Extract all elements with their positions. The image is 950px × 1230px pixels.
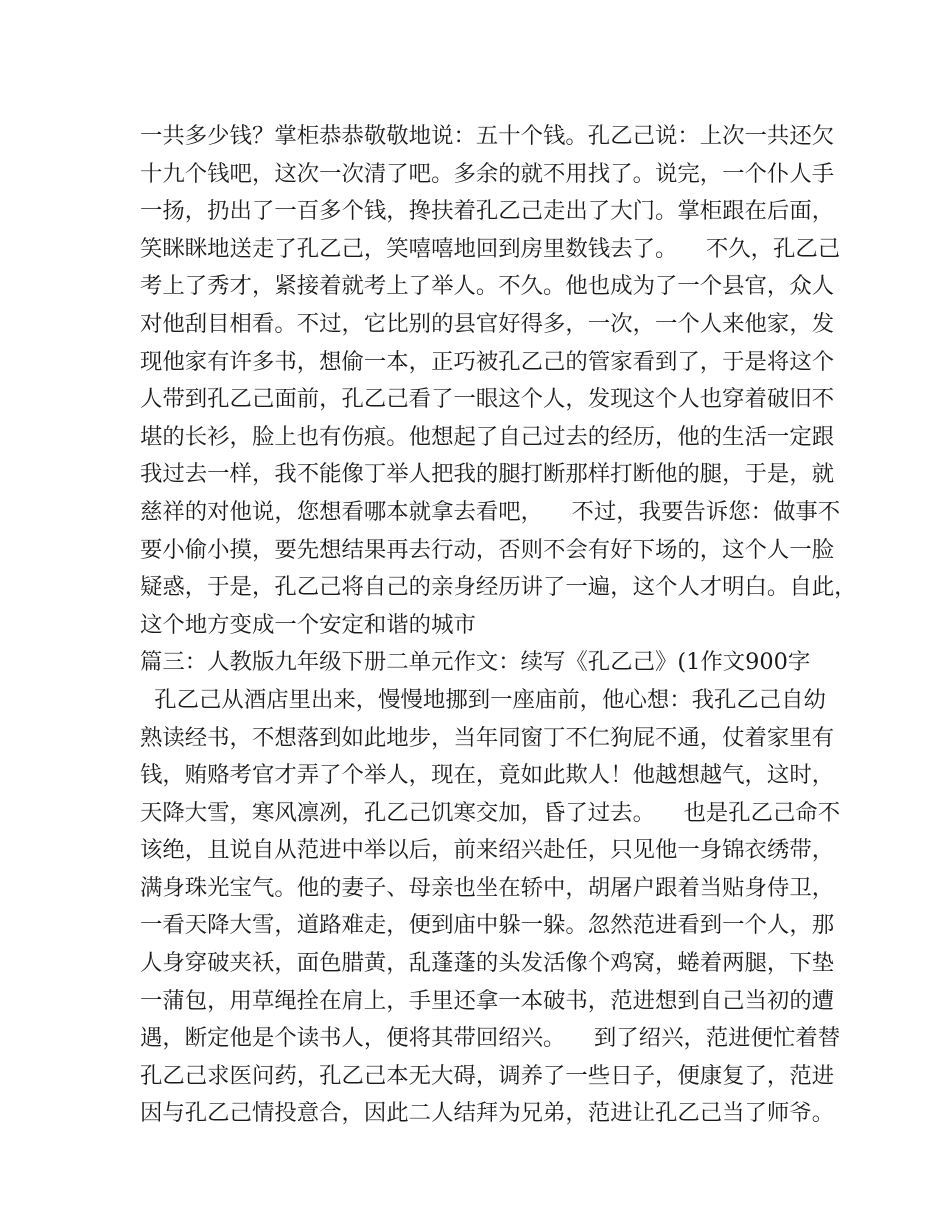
section-heading: 篇三：人教版九年级下册二单元作文：续写《孔乙己》(1作文900字 — [140, 649, 811, 676]
text-line: 人身穿破夹袄，面色腊黄，乱蓬蓬的头发活像个鸡窝，蜷着两腿，下垫 — [140, 950, 835, 977]
text-line: 一蒲包，用草绳拴在肩上，手里还拿一本破书，范进想到自己当初的遭 — [140, 987, 835, 1014]
text-line: 人带到孔乙己面前，孔乙己看了一眼这个人，发现这个人也穿着破旧不 — [140, 386, 835, 413]
text-line: 十九个钱吧，这次一次清了吧。多余的就不用找了。说完，一个仆人手 — [140, 160, 835, 187]
text-line: 疑惑，于是，孔乙己将自己的亲身经历讲了一遍，这个人才明白。自此， — [140, 574, 857, 601]
text-line: 这个地方变成一个安定和谐的城市 — [140, 611, 476, 638]
text-line: 一扬，扔出了一百多个钱，搀扶着孔乙己走出了大门。掌柜跟在后面， — [140, 198, 835, 225]
text-line: 该绝，且说自从范进中举以后，前来绍兴赴任，只见他一身锦衣绣带， — [140, 837, 835, 864]
text-line: 笑眯眯地送走了孔乙己，笑嘻嘻地回到房里数钱去了。 不久，孔乙己 — [140, 235, 841, 262]
text-line: 孔乙己求医问药，孔乙己本无大碍，调养了一些日子，便康复了，范进 — [140, 1062, 835, 1089]
text-line: 堪的长衫，脸上也有伤痕。他想起了自己过去的经历，他的生活一定跟 — [140, 423, 835, 450]
text-line: 要小偷小摸，要先想结果再去行动，否则不会有好下场的，这个人一脸 — [140, 536, 835, 563]
text-line: 天降大雪，寒风凛冽，孔乙己饥寒交加，昏了过去。 也是孔乙己命不 — [140, 799, 841, 826]
text-line: 考上了秀才，紧接着就考上了举人。不久。他也成为了一个县官，众人 — [140, 273, 835, 300]
text-line: 慈祥的对他说，您想看哪本就拿去看吧， 不过，我要告诉您：做事不 — [140, 498, 841, 525]
text-line: 孔乙己从酒店里出来，慢慢地挪到一座庙前，他心想：我孔乙己自幼 — [140, 686, 826, 713]
text-line: 钱，贿赂考官才弄了个举人，现在，竟如此欺人！他越想越气，这时， — [140, 762, 835, 789]
text-line: 遇，断定他是个读书人，便将其带回绍兴。 到了绍兴，范进便忙着替 — [140, 1025, 841, 1052]
text-line: 满身珠光宝气。他的妻子、母亲也坐在轿中，胡屠户跟着当贴身侍卫， — [140, 874, 835, 901]
text-line: 现他家有许多书，想偷一本，正巧被孔乙己的管家看到了，于是将这个 — [140, 348, 835, 375]
text-line: 对他刮目相看。不过，它比别的县官好得多，一次，一个人来他家，发 — [140, 310, 835, 337]
text-line: 一看天降大雪，道路难走，便到庙中躲一躲。忽然范进看到一个人，那 — [140, 912, 835, 939]
text-line: 一共多少钱？掌柜恭恭敬敬地说：五十个钱。孔乙己说：上次一共还欠 — [140, 123, 835, 149]
text-line: 我过去一样，我不能像丁举人把我的腿打断那样打断他的腿，于是，就 — [140, 461, 835, 488]
text-line: 因与孔乙己情投意合，因此二人结拜为兄弟，范进让孔乙己当了师爷。 — [140, 1100, 835, 1127]
text-line: 熟读经书，不想落到如此地步，当年同窗丁不仁狗屁不通，仗着家里有 — [140, 724, 835, 751]
document-body — [140, 118, 857, 1133]
